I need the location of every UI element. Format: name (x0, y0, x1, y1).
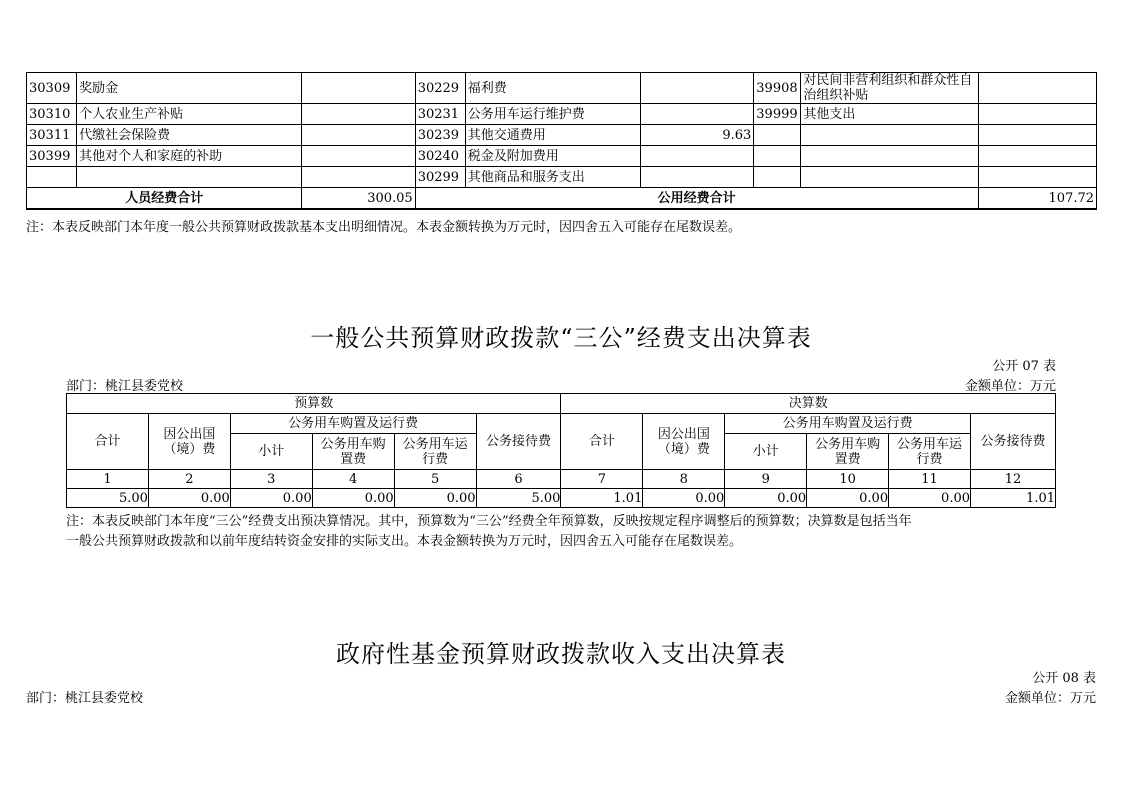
econ-code: 39908 (754, 73, 801, 104)
table-row (27, 104, 1097, 125)
econ-amount (641, 146, 754, 167)
unit-label: 金额单位：万元 (1004, 691, 1096, 706)
amount-cell: 0.00 (807, 489, 889, 508)
econ-code: 30239 (415, 125, 465, 146)
col-car-group: 公务用车购置及运行费 (725, 414, 971, 434)
col-reception: 公务接待费 (971, 414, 1056, 470)
econ-name (77, 167, 302, 188)
econ-amount (978, 73, 1096, 104)
amount-cell: 0.00 (643, 489, 725, 508)
sangong-table (66, 393, 1056, 508)
econ-name: 其他交通费用 (465, 125, 640, 146)
column-number: 1 (67, 470, 149, 489)
econ-amount (978, 146, 1096, 167)
amount-cell: 5.00 (476, 489, 561, 508)
econ-amount (302, 146, 415, 167)
econ-amount (641, 167, 754, 188)
column-number: 7 (561, 470, 643, 489)
econ-name (801, 146, 978, 167)
column-number: 10 (807, 470, 889, 489)
table-row (27, 73, 1097, 104)
col-car-purchase: 公务用车购置费 (807, 434, 889, 470)
econ-code: 30310 (27, 104, 77, 125)
public-total-label: 公用经费合计 (415, 188, 978, 210)
econ-code (754, 167, 801, 188)
amount-cell: 0.00 (394, 489, 476, 508)
econ-code: 30309 (27, 73, 77, 104)
econ-name: 其他对个人和家庭的补助 (77, 146, 302, 167)
page-title-fund: 政府性基金预算财政拨款收入支出决算表 (336, 640, 786, 668)
amount-cell: 1.01 (561, 489, 643, 508)
amount-cell: 0.00 (148, 489, 230, 508)
public-total-value: 107.72 (978, 188, 1096, 210)
unit-label: 金额单位：万元 (964, 379, 1056, 394)
col-reception: 公务接待费 (476, 414, 561, 470)
econ-amount (302, 73, 415, 104)
totals-row (27, 188, 1097, 210)
values-row (67, 489, 1056, 508)
col-car-purchase: 公务用车购置费 (312, 434, 394, 470)
col-abroad: 因公出国（境）费 (643, 414, 725, 470)
amount-cell: 0.00 (312, 489, 394, 508)
column-number: 4 (312, 470, 394, 489)
personnel-total-value: 300.05 (302, 188, 415, 210)
page-title-sangong: 一般公共预算财政拨款“三公”经费支出决算表 (310, 324, 812, 352)
col-total: 合计 (67, 414, 149, 470)
econ-code: 39999 (754, 104, 801, 125)
col-car-group: 公务用车购置及运行费 (230, 414, 476, 434)
econ-name: 奖励金 (77, 73, 302, 104)
table-row (27, 125, 1097, 146)
econ-name: 对民间非营利组织和群众性自治组织补贴 (801, 73, 978, 104)
econ-code: 30399 (27, 146, 77, 167)
econ-code (27, 167, 77, 188)
table-row (27, 167, 1097, 188)
col-car-operation: 公务用车运行费 (394, 434, 476, 470)
amount-cell: 0.00 (725, 489, 807, 508)
column-number: 9 (725, 470, 807, 489)
amount-cell: 1.01 (971, 489, 1056, 508)
econ-code: 30229 (415, 73, 465, 104)
econ-code (754, 125, 801, 146)
personnel-total-label: 人员经费合计 (27, 188, 302, 210)
final-header: 决算数 (561, 394, 1056, 414)
column-number: 2 (148, 470, 230, 489)
col-abroad: 因公出国（境）费 (148, 414, 230, 470)
econ-name: 其他支出 (801, 104, 978, 125)
econ-amount (302, 104, 415, 125)
basic-expenditure-rows (27, 73, 1097, 188)
econ-amount (978, 167, 1096, 188)
econ-amount (978, 104, 1096, 125)
column-number: 3 (230, 470, 312, 489)
column-number: 8 (643, 470, 725, 489)
table-row (27, 146, 1097, 167)
amount-cell: 0.00 (230, 489, 312, 508)
column-number: 5 (394, 470, 476, 489)
econ-code: 30311 (27, 125, 77, 146)
econ-code (754, 146, 801, 167)
column-number: 11 (889, 470, 971, 489)
econ-name: 个人农业生产补贴 (77, 104, 302, 125)
econ-name: 公务用车运行维护费 (465, 104, 640, 125)
econ-amount (302, 167, 415, 188)
econ-name: 税金及附加费用 (465, 146, 640, 167)
econ-code: 30240 (415, 146, 465, 167)
col-subtotal: 小计 (230, 434, 312, 470)
econ-name: 代缴社会保险费 (77, 125, 302, 146)
col-car-operation: 公务用车运行费 (889, 434, 971, 470)
department-label: 部门：桃江县委党校 (26, 691, 144, 706)
econ-amount (641, 73, 754, 104)
table-number: 公开 07 表 (992, 359, 1056, 374)
econ-name: 其他商品和服务支出 (465, 167, 640, 188)
department-label: 部门：桃江县委党校 (66, 379, 184, 394)
column-number-row (67, 470, 1056, 489)
amount-cell: 0.00 (889, 489, 971, 508)
econ-code: 30231 (415, 104, 465, 125)
econ-amount: 9.63 (641, 125, 754, 146)
econ-code: 30299 (415, 167, 465, 188)
table2-note-line2: 一般公共预算财政拨款和以前年度结转资金安排的实际支出。本表金额转换为万元时，因四舍五入可能存在尾数误差。 (66, 534, 743, 549)
econ-amount (978, 125, 1096, 146)
econ-amount (641, 104, 754, 125)
budget-header: 预算数 (67, 394, 561, 414)
column-number: 12 (971, 470, 1056, 489)
column-number: 6 (476, 470, 561, 489)
table2-note-line1: 注：本表反映部门本年度“三公”经费支出预决算情况。其中，预算数为“三公”经费全年预算数，反映按规定程序调整后的预算数；决算数是包括当年 (66, 514, 912, 529)
econ-name (801, 167, 978, 188)
col-subtotal: 小计 (725, 434, 807, 470)
econ-name (801, 125, 978, 146)
econ-amount (302, 125, 415, 146)
basic-expenditure-table (26, 72, 1097, 210)
col-total: 合计 (561, 414, 643, 470)
econ-name: 福利费 (465, 73, 640, 104)
table-number: 公开 08 表 (1032, 671, 1096, 686)
table1-note: 注：本表反映部门本年度一般公共预算财政拨款基本支出明细情况。本表金额转换为万元时，因四舍五入可能存在尾数误差。 (26, 220, 742, 235)
amount-cell: 5.00 (67, 489, 149, 508)
